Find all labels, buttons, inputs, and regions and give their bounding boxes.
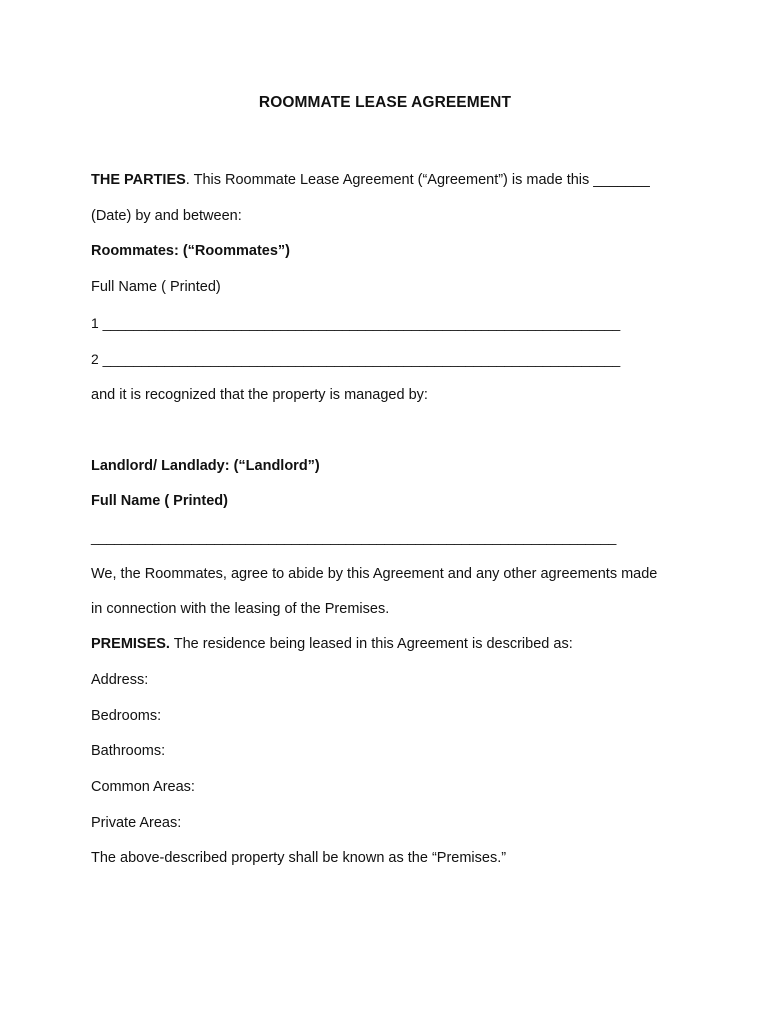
- bathrooms-label: Bathrooms:: [91, 743, 166, 759]
- bedrooms-label: Bedrooms:: [91, 708, 162, 724]
- agreement-text-1: We, the Roommates, agree to abide by this Agreement and any other agreements made: [91, 566, 658, 582]
- premises-heading: PREMISES.: [91, 636, 170, 652]
- landlord-heading: Landlord/ Landlady: (“Landlord”): [91, 458, 320, 474]
- parties-paragraph: [91, 171, 650, 189]
- roommate-1-line[interactable]: 1 ___________________________________________________________________: [91, 315, 621, 331]
- roommates-full-name-label: Full Name ( Printed): [91, 279, 221, 295]
- parties-date-text: (Date) by and between:: [91, 208, 242, 224]
- common-areas-label: Common Areas:: [91, 779, 195, 795]
- parties-heading: THE PARTIES: [91, 172, 186, 188]
- agreement-text-2: in connection with the leasing of the Premises.: [91, 601, 390, 617]
- premises-text: The residence being leased in this Agreement is described as:: [169, 636, 573, 652]
- managed-by-text: and it is recognized that the property is managed by:: [91, 387, 428, 403]
- premises-known-as-text: The above-described property shall be known as the “Premises.”: [91, 850, 507, 866]
- roommates-heading: Roommates: (“Roommates”): [91, 243, 290, 259]
- address-label: Address:: [91, 672, 149, 688]
- parties-text: . This Roommate Lease Agreement (“Agreement”) is made this _______: [185, 172, 650, 188]
- landlord-name-line[interactable]: ____________________________________________________________________: [91, 529, 617, 545]
- private-areas-label: Private Areas:: [91, 815, 182, 831]
- document-title: ROOMMATE LEASE AGREEMENT: [258, 94, 512, 111]
- roommate-2-line[interactable]: 2 ___________________________________________________________________: [91, 351, 621, 367]
- premises-paragraph: [91, 635, 573, 653]
- landlord-full-name-label: Full Name ( Printed): [91, 493, 228, 509]
